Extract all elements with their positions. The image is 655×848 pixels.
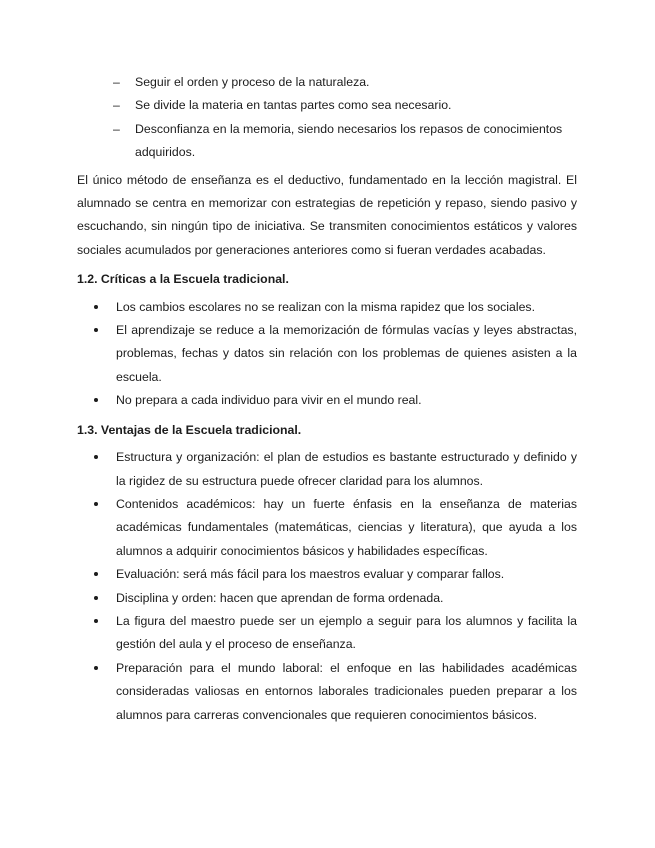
list-item-text: Disciplina y orden: hacen que aprendan de forma ordenada. [116, 590, 444, 605]
dash-marker: – [113, 98, 120, 113]
body-paragraph: El único método de enseñanza es el deductivo, fundamentado en la lección magistral. El alumnado se centra en memorizar con estrategias de repetición y repaso, siendo pasivo y escuchando, sin ningún tipo de iniciativa. Se transmiten conocimientos estáticos y valores sociales acumulados por generaciones anteriores como si fueran verdades acabadas. [77, 172, 577, 257]
list-item-text: El aprendizaje se reduce a la memorización de fórmulas vacías y leyes abstractas, problemas, fechas y datos sin relación con los problemas de quienes asisten a la escuela. [116, 323, 577, 384]
list-item [94, 493, 577, 563]
section-heading-criticas: 1.2. Críticas a la Escuela tradicional. [77, 272, 289, 287]
bullet-icon [94, 305, 98, 309]
dash-item-text: Se divide la materia en tantas partes como sea necesario. [135, 98, 452, 113]
section-heading-ventajas: 1.3. Ventajas de la Escuela tradicional. [77, 422, 302, 437]
list-item [94, 587, 577, 610]
dash-item-text: Seguir el orden y proceso de la naturaleza. [135, 75, 370, 89]
ventajas-list [94, 446, 577, 727]
list-item [94, 319, 577, 389]
bullet-icon [94, 455, 98, 459]
bullet-icon [94, 619, 98, 623]
bullet-icon [94, 502, 98, 506]
dash-item-text: Desconfianza en la memoria, siendo necesarios los repasos de conocimientos adquiridos. [135, 121, 563, 160]
list-item [94, 657, 577, 727]
list-item-text: Estructura y organización: el plan de estudios es bastante estructurado y definido y la rigidez de su estructura puede ofrecer claridad para los alumnos. [116, 450, 577, 488]
bullet-icon [94, 572, 98, 576]
list-item [94, 610, 577, 657]
list-item [94, 446, 577, 493]
list-item-text: La figura del maestro puede ser un ejemplo a seguir para los alumnos y facilita la gestión del aula y el proceso de enseñanza. [116, 613, 577, 652]
dash-list [113, 71, 577, 165]
list-item-text: Contenidos académicos: hay un fuerte énfasis en la enseñanza de materias académicas fundamentales (matemáticas, ciencias y literatura), que ayuda a los alumnos a adquirir conocimientos básicos y habilidades específicas. [116, 496, 577, 558]
criticas-list [94, 296, 577, 413]
list-item-text: No prepara a cada individuo para vivir en el mundo real. [116, 393, 422, 408]
bullet-icon [94, 328, 98, 332]
bullet-icon [94, 596, 98, 600]
list-item-text: Los cambios escolares no se realizan con la misma rapidez que los sociales. [116, 299, 535, 314]
dash-item [113, 118, 577, 165]
list-item [94, 389, 577, 412]
bullet-icon [94, 666, 98, 670]
bullet-icon [94, 398, 98, 402]
dash-marker: – [113, 121, 120, 136]
list-item-text: Preparación para el mundo laboral: el enfoque en las habilidades académicas consideradas valiosas en entornos laborales tradicionales pueden preparar a los alumnos para carreras convencionales que requieren conocimientos básicos. [116, 660, 577, 722]
dash-marker: – [113, 75, 120, 89]
list-item [94, 563, 577, 586]
dash-item [113, 71, 577, 94]
list-item [94, 296, 577, 319]
dash-item [113, 94, 577, 117]
list-item-text: Evaluación: será más fácil para los maestros evaluar y comparar fallos. [116, 567, 505, 582]
